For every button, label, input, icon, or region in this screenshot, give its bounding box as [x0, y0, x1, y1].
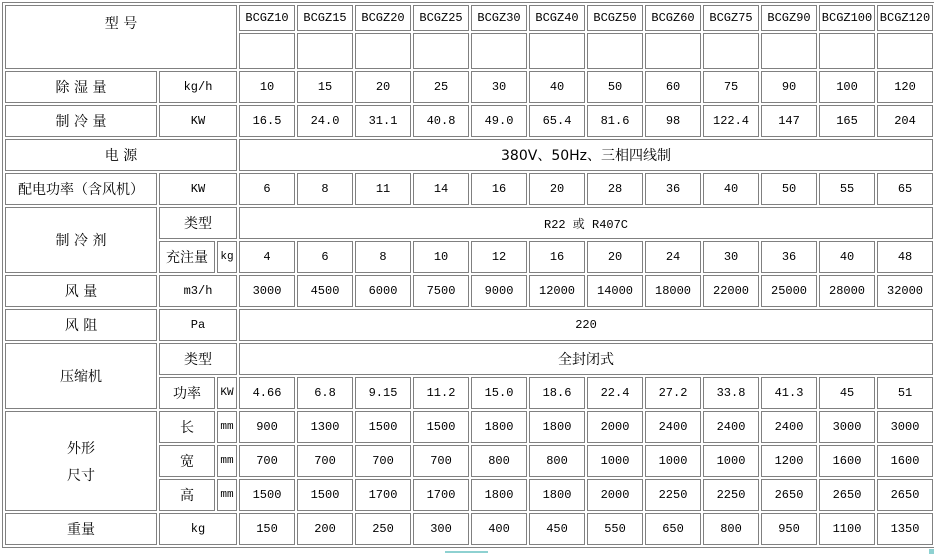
header-row	[5, 5, 933, 31]
value-cell: 1100	[819, 513, 875, 545]
value-cell: 40	[703, 173, 759, 205]
value-cell: 45	[819, 377, 875, 409]
value-cell: 48	[877, 241, 933, 273]
value-cell: 165	[819, 105, 875, 137]
value-cell: 147	[761, 105, 817, 137]
value-cell: 3000	[239, 275, 295, 307]
model-column-header: BCGZ20	[355, 5, 411, 31]
value-cell: 650	[645, 513, 701, 545]
value-cell: 1300	[297, 411, 353, 443]
value-cell: 49.0	[471, 105, 527, 137]
refrigerant-type-value: R22 或 R407C	[239, 207, 933, 239]
value-cell: 100	[819, 71, 875, 103]
value-cell: 11.2	[413, 377, 469, 409]
value-cell: 36	[645, 173, 701, 205]
value-cell: 6.8	[297, 377, 353, 409]
value-cell: 50	[587, 71, 643, 103]
value-cell: 9.15	[355, 377, 411, 409]
value-cell: 1500	[239, 479, 295, 511]
weight-row	[5, 513, 933, 545]
value-cell: 2650	[819, 479, 875, 511]
value-cell: 20	[587, 241, 643, 273]
value-cell: 800	[703, 513, 759, 545]
row-label: 压缩机	[5, 343, 157, 409]
value-cell: 2400	[703, 411, 759, 443]
value-cell: 6	[297, 241, 353, 273]
value-cell: 900	[239, 411, 295, 443]
value-cell: 30	[703, 241, 759, 273]
model-column-header: BCGZ40	[529, 5, 585, 31]
height-label: 高	[159, 479, 215, 511]
value-cell: 8	[355, 241, 411, 273]
row-label: 制 冷 剂	[5, 207, 157, 273]
row-unit: KW	[159, 173, 237, 205]
value-cell: 200	[297, 513, 353, 545]
length-unit: mm	[217, 411, 237, 443]
model-column-header: BCGZ15	[297, 5, 353, 31]
value-cell: 7500	[413, 275, 469, 307]
value-cell: 22.4	[587, 377, 643, 409]
value-cell: 6	[239, 173, 295, 205]
value-cell: 950	[761, 513, 817, 545]
page-corner-artifact	[929, 549, 934, 554]
value-cell: 2250	[645, 479, 701, 511]
value-cell: 40.8	[413, 105, 469, 137]
value-cell: 16	[529, 241, 585, 273]
model-column-header: BCGZ60	[645, 5, 701, 31]
value-cell: 90	[761, 71, 817, 103]
value-cell: 55	[819, 173, 875, 205]
value-cell: 14	[413, 173, 469, 205]
spec-table	[2, 2, 934, 548]
value-cell: 33.8	[703, 377, 759, 409]
empty-cell	[355, 33, 411, 69]
value-cell: 8	[297, 173, 353, 205]
value-cell: 16.5	[239, 105, 295, 137]
value-cell: 9000	[471, 275, 527, 307]
value-cell: 65	[877, 173, 933, 205]
model-column-header: BCGZ75	[703, 5, 759, 31]
value-cell: 10	[239, 71, 295, 103]
value-cell: 18000	[645, 275, 701, 307]
model-column-header: BCGZ100	[819, 5, 875, 31]
model-column-header: BCGZ30	[471, 5, 527, 31]
value-cell: 18.6	[529, 377, 585, 409]
empty-cell	[761, 33, 817, 69]
air-resistance-value: 220	[239, 309, 933, 341]
value-cell: 550	[587, 513, 643, 545]
value-cell: 800	[529, 445, 585, 477]
value-cell: 2400	[645, 411, 701, 443]
empty-cell	[471, 33, 527, 69]
value-cell: 16	[471, 173, 527, 205]
width-unit: mm	[217, 445, 237, 477]
empty-cell	[297, 33, 353, 69]
dimensions-label-line2: 尺寸	[67, 467, 95, 484]
value-cell: 20	[355, 71, 411, 103]
row-unit: KW	[159, 105, 237, 137]
value-cell: 300	[413, 513, 469, 545]
value-cell: 204	[877, 105, 933, 137]
value-cell: 1600	[877, 445, 933, 477]
charge-unit: kg	[217, 241, 237, 273]
value-cell: 12	[471, 241, 527, 273]
value-cell: 4500	[297, 275, 353, 307]
value-cell: 4	[239, 241, 295, 273]
dimensions-label-line1: 外形	[67, 440, 95, 457]
value-cell: 700	[297, 445, 353, 477]
value-cell: 1600	[819, 445, 875, 477]
compressor-type-label: 类型	[159, 343, 237, 375]
value-cell: 2650	[761, 479, 817, 511]
value-cell: 1000	[645, 445, 701, 477]
power-supply-value: 380V、50Hz、三相四线制	[239, 139, 933, 171]
value-cell: 75	[703, 71, 759, 103]
row-label: 风 量	[5, 275, 157, 307]
value-cell: 98	[645, 105, 701, 137]
empty-cell	[877, 33, 933, 69]
row-unit: kg	[159, 513, 237, 545]
value-cell: 1200	[761, 445, 817, 477]
model-column-header: BCGZ25	[413, 5, 469, 31]
value-cell: 36	[761, 241, 817, 273]
row-label: 重量	[5, 513, 157, 545]
value-cell: 25	[413, 71, 469, 103]
dimension-length-row	[5, 411, 933, 443]
model-column-header: BCGZ10	[239, 5, 295, 31]
compressor-type-row	[5, 343, 933, 375]
page-bottom-artifact	[445, 551, 488, 553]
value-cell: 1350	[877, 513, 933, 545]
value-cell: 65.4	[529, 105, 585, 137]
value-cell: 450	[529, 513, 585, 545]
value-cell: 250	[355, 513, 411, 545]
value-cell: 700	[355, 445, 411, 477]
cooling-row	[5, 105, 933, 137]
value-cell: 24.0	[297, 105, 353, 137]
value-cell: 81.6	[587, 105, 643, 137]
empty-cell	[645, 33, 701, 69]
value-cell: 11	[355, 173, 411, 205]
value-cell: 800	[471, 445, 527, 477]
value-cell: 40	[529, 71, 585, 103]
value-cell: 20	[529, 173, 585, 205]
value-cell: 700	[413, 445, 469, 477]
empty-cell	[819, 33, 875, 69]
value-cell: 27.2	[645, 377, 701, 409]
value-cell: 1800	[471, 411, 527, 443]
value-cell: 2000	[587, 411, 643, 443]
value-cell: 28000	[819, 275, 875, 307]
value-cell: 1800	[529, 479, 585, 511]
value-cell: 30	[471, 71, 527, 103]
value-cell: 40	[819, 241, 875, 273]
air-volume-row	[5, 275, 933, 307]
value-cell: 1500	[413, 411, 469, 443]
empty-cell	[529, 33, 585, 69]
empty-cell	[703, 33, 759, 69]
value-cell: 10	[413, 241, 469, 273]
model-column-header: BCGZ90	[761, 5, 817, 31]
value-cell: 32000	[877, 275, 933, 307]
charge-label: 充注量	[159, 241, 215, 273]
value-cell: 120	[877, 71, 933, 103]
power-supply-row	[5, 139, 933, 171]
value-cell: 50	[761, 173, 817, 205]
dimensions-label	[5, 411, 157, 511]
value-cell: 1500	[355, 411, 411, 443]
value-cell: 1800	[471, 479, 527, 511]
value-cell: 2250	[703, 479, 759, 511]
value-cell: 1000	[703, 445, 759, 477]
value-cell: 15.0	[471, 377, 527, 409]
value-cell: 1800	[529, 411, 585, 443]
value-cell: 60	[645, 71, 701, 103]
value-cell: 150	[239, 513, 295, 545]
model-column-header: BCGZ50	[587, 5, 643, 31]
width-label: 宽	[159, 445, 215, 477]
value-cell: 14000	[587, 275, 643, 307]
value-cell: 2400	[761, 411, 817, 443]
value-cell: 3000	[819, 411, 875, 443]
height-unit: mm	[217, 479, 237, 511]
air-resistance-row	[5, 309, 933, 341]
value-cell: 400	[471, 513, 527, 545]
dehumidification-row	[5, 71, 933, 103]
value-cell: 22000	[703, 275, 759, 307]
value-cell: 25000	[761, 275, 817, 307]
row-label: 风 阻	[5, 309, 157, 341]
refrigerant-type-label: 类型	[159, 207, 237, 239]
value-cell: 122.4	[703, 105, 759, 137]
value-cell: 51	[877, 377, 933, 409]
row-label: 配电功率（含风机）	[5, 173, 157, 205]
model-header-label: 型 号	[5, 5, 237, 69]
value-cell: 2650	[877, 479, 933, 511]
compressor-type-value: 全封闭式	[239, 343, 933, 375]
value-cell: 6000	[355, 275, 411, 307]
value-cell: 24	[645, 241, 701, 273]
row-label: 制 冷 量	[5, 105, 157, 137]
empty-cell	[587, 33, 643, 69]
value-cell: 700	[239, 445, 295, 477]
value-cell: 1700	[413, 479, 469, 511]
value-cell: 15	[297, 71, 353, 103]
row-unit: Pa	[159, 309, 237, 341]
value-cell: 4.66	[239, 377, 295, 409]
value-cell: 1700	[355, 479, 411, 511]
row-label: 电 源	[5, 139, 237, 171]
value-cell: 2000	[587, 479, 643, 511]
length-label: 长	[159, 411, 215, 443]
value-cell: 31.1	[355, 105, 411, 137]
value-cell: 3000	[877, 411, 933, 443]
value-cell: 12000	[529, 275, 585, 307]
model-column-header: BCGZ120	[877, 5, 933, 31]
empty-cell	[413, 33, 469, 69]
row-unit: kg/h	[159, 71, 237, 103]
distribution-power-row	[5, 173, 933, 205]
compressor-power-label: 功率	[159, 377, 215, 409]
value-cell: 1000	[587, 445, 643, 477]
refrigerant-type-row	[5, 207, 933, 239]
row-unit: m3/h	[159, 275, 237, 307]
empty-cell	[239, 33, 295, 69]
compressor-power-unit: KW	[217, 377, 237, 409]
value-cell: 41.3	[761, 377, 817, 409]
value-cell: 1500	[297, 479, 353, 511]
row-label: 除 湿 量	[5, 71, 157, 103]
value-cell: 28	[587, 173, 643, 205]
